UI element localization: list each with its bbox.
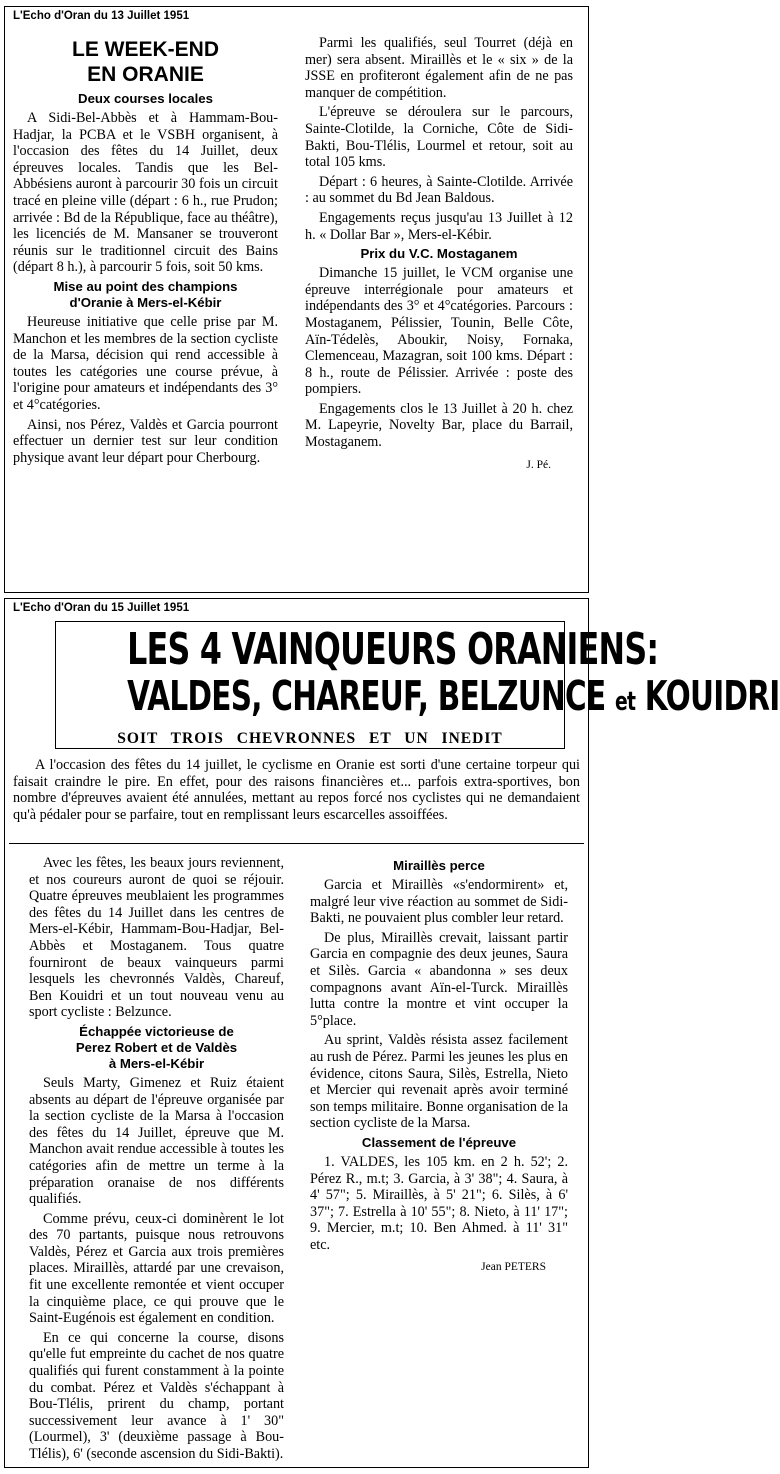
- paragraph: Parmi les qualifiés, seul Tourret (déjà en mer) sera absent. Miraillès et le « six » de la JSSE en profiteront également afin de ne pas manquer de compétition.: [305, 35, 573, 101]
- column-left: [13, 27, 278, 469]
- paragraph: En ce qui concerne la course, disons qu'elle fut empreinte du cachet de nos quatre qualifiés qui furent constamment à la pointe du combat. Pérez et Valdès s'échappant à Bou-Tlélis, prirent du champ, portant successivement leur avance à 1' 30" (Lourmel), 3' (deuxième passage à Bou-Tlélis), 6' (seconde ascension du Sidi-Bakti).: [29, 1329, 284, 1462]
- paragraph: Dimanche 15 juillet, le VCM organise une épreuve interrégionale pour amateurs et indépendants des 3° et 4°catégories. Parcours : Mostaganem, Pélissier, Tounin, Belle Côte, Aïn-Tédelès, Aboukir, Noisy, Fornaka, Clemenceau, Mazagran, soit 100 kms. Départ : 8 h., route de Pélissier. Arrivée : poste des pompiers.: [305, 265, 573, 398]
- divider: [9, 843, 584, 844]
- subheading-mirailles: Miraillès perce: [393, 858, 485, 873]
- paragraph: A Sidi-Bel-Abbès et à Hammam-Bou-Hadjar, la PCBA et le VSBH organisent, à l'occasion des fêtes du 14 Juillet, deux épreuves locales. Tandis que les Bel-Abbésiens auront à parcourir 30 fois un circuit tracé en pleine ville (départ : 6 h., rue Prudon; arrivée : Bd de la République, face au théâtre), les licenciés de M. Mansaner se trouveront réunis sur le traditionnel circuit des Bains (départ 8 h.), à parcourir 5 fois, soit 50 kms.: [13, 110, 278, 276]
- article-1951-07-13: [4, 6, 589, 593]
- headline-sub: SOIT TROIS CHEVRONNES ET UN INEDIT: [117, 730, 503, 747]
- paragraph: Engagements reçus jusqu'au 13 Juillet à 12 h. « Dollar Bar », Mers-el-Kébir.: [305, 209, 573, 243]
- column-right: [305, 35, 573, 473]
- paragraph: Comme prévu, ceux-ci dominèrent le lot des 70 partants, puisque nous retrouvons Valdès, Pérez et Garcia aux trois premières places. Miraillès, attardé par une crevaison, fit une excellente remontée et vient occuper la cinquième place, ce qui prouve que le Saint-Eugénois est également en condition.: [29, 1210, 284, 1327]
- newspaper-header: L'Echo d'Oran du 13 Juillet 1951: [13, 10, 190, 22]
- ranking-list: 1. VALDES, les 105 km. en 2 h. 52'; 2. Pérez R., m.t; 3. Garcia, à 3' 38"; 4. Saura, à 4' 57"; 5. Miraillès, à 5' 21"; 6. Silès, à 6' 37"; 7. Estrella à 10' 55"; 8. Nieto, à 11' 17"; 9. Mercier, m.t; 10. Ben Ahmed. à 11' 31" etc.: [310, 1153, 568, 1253]
- paragraph: De plus, Miraillès crevait, laissant partir Garcia en compagnie des deux jeunes, Saura et Silès. Garcia « abandonna » ses deux compagnons avant Aïn-el-Turck. Miraillès lutta contre la montre et vint occuper la 5°place.: [310, 929, 568, 1029]
- headline-winners: VALDES, CHAREUF, BELZUNCE et KOUIDRI: [127, 672, 780, 720]
- paragraph: Ainsi, nos Pérez, Valdès et Garcia pourront effectuer un dernier test sur leur condition physique avant leur départ pour Cherbourg.: [13, 416, 278, 466]
- paragraph: Garcia et Miraillès «s'endormirent» et, malgré leur vive réaction au sommet de Sidi-Bakti, ne pouvaient plus combler leur retard.: [310, 877, 568, 927]
- paragraph: L'épreuve se déroulera sur le parcours, Sainte-Clotilde, la Corniche, Côte de Sidi-Bakti, Bou-Tlélis, Lourmel et retour, soit au total 105 kms.: [305, 104, 573, 171]
- paragraph: Au sprint, Valdès résista assez facilement au rush de Pérez. Parmi les jeunes les plus en évidence, citons Saura, Silès, Estrella, Nieto et Mercier qui revenait après avoir terminé son temps militaire. Bonne organisation de la section cycliste de la Marsa.: [310, 1032, 568, 1132]
- paragraph: Heureuse initiative que celle prise par M. Manchon et les membres de la section cycliste de la Marsa, décision qui rend accessible à toutes les catégories une course prévue, à l'origine pour amateurs et indépendants des 3° et 4°catégories.: [13, 313, 278, 413]
- subheading-mostaganem: Prix du V.C. Mostaganem: [360, 246, 518, 262]
- headline-main: LES 4 VAINQUEURS ORANIENS:: [127, 624, 659, 675]
- article-title: LE WEEK-END EN ORANIE: [72, 38, 219, 86]
- paragraph: Départ : 6 heures, à Sainte-Clotilde. Arrivée : au sommet du Bd Jean Baldous.: [305, 173, 573, 207]
- article-1951-07-15: [4, 598, 780, 1468]
- signature: Jean PETERS: [481, 1261, 546, 1274]
- lede-paragraph: A l'occasion des fêtes du 14 juillet, le cyclisme en Oranie est sorti d'une certaine torpeur qui faisait craindre le pire. En effet, pour des raisons financières et... parfois extra-sportives, bon nombre d'épreuves avaient été annulées, mettant au repos forcé nos cyclistes qui ne demandaient qu'à pédaler pour se parfaire, tout en remplissant leurs escarcelles assoiffées.: [13, 757, 580, 823]
- subheading-local-races: Deux courses locales: [78, 91, 213, 106]
- subheading-ranking: Classement de l'épreuve: [361, 1134, 517, 1150]
- signature: J. Pé.: [526, 458, 551, 471]
- newspaper-header: L'Echo d'Oran du 15 Juillet 1951: [13, 602, 190, 614]
- paragraph: Engagements clos le 13 Juillet à 20 h. chez M. Lapeyrie, Novelty Bar, place du Barrail, Mostaganem.: [305, 400, 573, 451]
- column-right: [310, 855, 568, 1276]
- paragraph: Avec les fêtes, les beaux jours reviennent, et nos coureurs auront de quoi se réjouir. Quatre épreuves meublaient les programmes des fêtes du 14 Juillet dans les centres de Mers-el-Kébir, Hammam-Bou-Hadjar, Bel-Abbès et Mostaganem. Tous quatre fourniront de beaux vainqueurs parmi lesquels les chevronnés Valdès, Chareuf, Ben Kouidri et un tout nouveau venu au sport cycliste : Belzunce.: [29, 855, 284, 1021]
- subheading-breakaway: Échappée victorieuse de Perez Robert et de Valdès à Mers-el-Kébir: [75, 1023, 238, 1071]
- headline-banner: [55, 621, 780, 749]
- subheading-champions: Mise au point des champions d'Oranie à Mers-el-Kébir: [53, 278, 238, 310]
- paragraph: Seuls Marty, Gimenez et Ruiz étaient absents au départ de l'épreuve organisée par la section cycliste de la Marsa à l'occasion des fêtes du 14 Juillet, épreuve que M. Manchon avait rendue accessible à toutes les catégories afin de mettre un terme à la préparation oranaise de nos différents qualifiés.: [29, 1074, 284, 1208]
- column-left: [29, 855, 284, 1466]
